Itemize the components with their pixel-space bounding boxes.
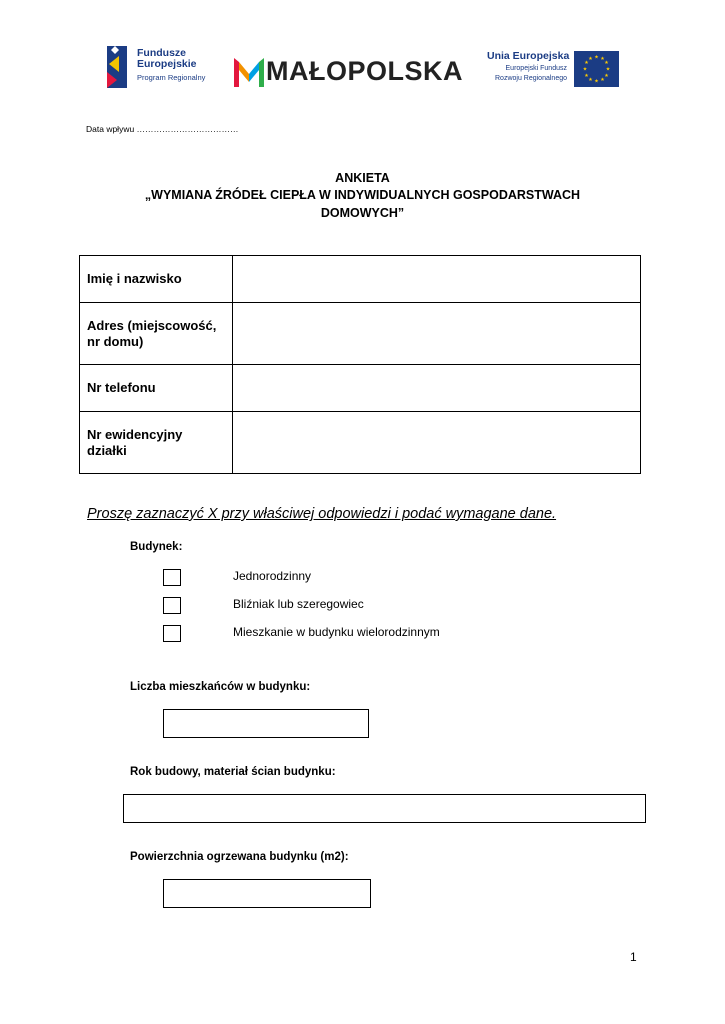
address-field[interactable] — [233, 303, 641, 365]
rok-budowy-label: Rok budowy, materiał ścian budynku: — [130, 766, 336, 778]
page-number: 1 — [630, 950, 637, 964]
option-blizniak-label: Bliźniak lub szeregowiec — [233, 597, 364, 611]
address-label-line1: Adres (miejscowość, — [87, 317, 217, 333]
eu-flag-icon — [574, 51, 619, 87]
personal-data-table — [79, 255, 641, 474]
table-row — [80, 256, 641, 303]
option-jednorodzinny-label: Jednorodzinny — [233, 569, 312, 583]
name-label: Imię i nazwisko — [80, 256, 233, 303]
document-title-line2: „WYMIANA ŹRÓDEŁ CIEPŁA W INDYWIDUALNYCH GOSPODARSTWACH — [144, 188, 581, 202]
parcel-field[interactable] — [233, 412, 641, 474]
parcel-label — [80, 412, 233, 474]
powierzchnia-field[interactable] — [163, 879, 371, 908]
malopolska-wordmark: MAŁOPOLSKA — [266, 56, 463, 86]
fundusze-europejskie-logo — [105, 42, 215, 90]
svg-text:★: ★ — [588, 56, 593, 62]
table-row — [80, 365, 641, 412]
phone-label: Nr telefonu — [80, 365, 233, 412]
svg-text:★: ★ — [582, 66, 588, 73]
fundusze-line2: Europejskie — [137, 58, 197, 70]
checkbox-blizniak[interactable] — [163, 597, 181, 614]
ue-line2: Europejski Fundusz — [505, 65, 567, 72]
option-mieszkanie-label: Mieszkanie w budynku wielorodzinnym — [233, 625, 440, 639]
svg-text:★: ★ — [604, 60, 609, 66]
malopolska-logo — [233, 50, 463, 92]
svg-text:★: ★ — [600, 77, 605, 83]
ue-line1: Unia Europejska — [487, 50, 570, 62]
document-title-line1: ANKIETA — [335, 171, 390, 185]
svg-text:★: ★ — [594, 78, 599, 85]
fundusze-europejskie-emblem-icon — [105, 42, 133, 90]
svg-text:★: ★ — [584, 73, 589, 79]
malopolska-m-icon — [233, 52, 265, 88]
table-row — [80, 303, 641, 365]
phone-field[interactable] — [233, 365, 641, 412]
unia-europejska-logo — [487, 49, 622, 91]
ue-line3: Rozwoju Regionalnego — [495, 75, 567, 82]
checkbox-mieszkanie[interactable] — [163, 625, 181, 642]
svg-text:★: ★ — [604, 73, 609, 79]
svg-text:★: ★ — [600, 56, 605, 62]
svg-text:★: ★ — [588, 77, 593, 83]
table-row — [80, 412, 641, 474]
svg-text:★: ★ — [605, 66, 611, 73]
budynek-label: Budynek: — [130, 541, 183, 553]
document-title-line3: DOMOWYCH” — [320, 206, 405, 220]
svg-text:★: ★ — [594, 54, 599, 61]
name-field[interactable] — [233, 256, 641, 303]
liczba-mieszkancow-label: Liczba mieszkańców w budynku: — [130, 681, 311, 693]
parcel-label-line1: Nr ewidencyjny — [87, 426, 183, 442]
svg-text:★: ★ — [584, 60, 589, 66]
liczba-mieszkancow-field[interactable] — [163, 709, 369, 738]
rok-budowy-field[interactable] — [123, 794, 646, 823]
fundusze-line1: Fundusze — [137, 47, 186, 59]
fundusze-line3: Program Regionalny — [137, 73, 206, 82]
instruction-text: Proszę zaznaczyć X przy właściwej odpowiedzi i podać wymagane dane. — [87, 506, 557, 522]
address-label-line2: nr domu) — [87, 333, 144, 349]
checkbox-jednorodzinny[interactable] — [163, 569, 181, 586]
powierzchnia-label: Powierzchnia ogrzewana budynku (m2): — [130, 851, 349, 863]
data-wplywu-label: Data wpływu ……………………………… — [86, 124, 239, 134]
parcel-label-line2: działki — [87, 442, 127, 458]
address-label — [80, 303, 233, 365]
